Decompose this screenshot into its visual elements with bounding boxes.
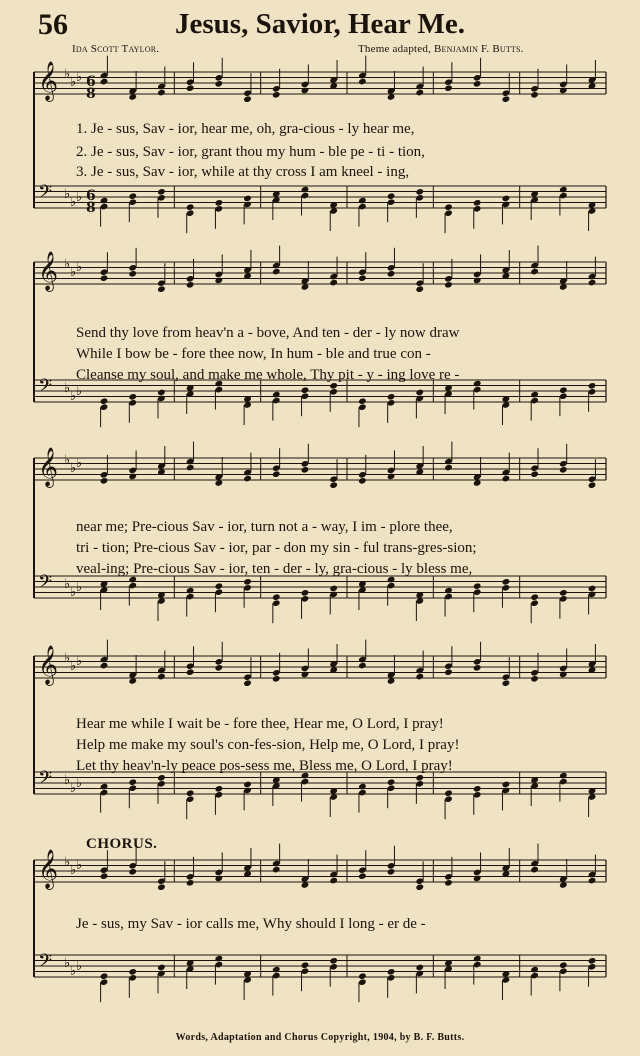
- time-signature: 6: [86, 188, 96, 204]
- flat-icon: ♭: [70, 659, 77, 674]
- flat-icon: ♭: [76, 959, 83, 974]
- bass-clef-icon: 𝄢: [38, 951, 53, 976]
- lyric-line: 2. Je - sus, Sav - ior, grant thou my hum - ble pe - ti - tion,: [76, 144, 425, 160]
- note-head: [243, 781, 252, 789]
- note-head: [588, 877, 597, 885]
- note-head: [128, 270, 137, 278]
- note-head: [559, 961, 568, 969]
- note-head: [473, 955, 482, 963]
- flat-icon: ♭: [64, 257, 71, 272]
- note-head: [272, 391, 281, 399]
- lyric-line: Cleanse my soul, and make me whole, Thy pit - y - ing love re -: [76, 367, 460, 383]
- note-head: [215, 875, 224, 883]
- note-head: [157, 389, 166, 397]
- lyric-line: veal-ing; Pre-cious Sav - ior, ten - der - ly, gra-cious - ly bless me,: [76, 561, 473, 577]
- note-head: [215, 785, 224, 793]
- note-head: [128, 393, 137, 401]
- note-head: [301, 386, 310, 394]
- flat-icon: ♭: [76, 858, 83, 873]
- flat-icon: ♭: [70, 265, 77, 280]
- lyric-line: Je - sus, my Sav - ior calls me, Why should I long - er de -: [76, 916, 426, 932]
- flat-icon: ♭: [70, 863, 77, 878]
- note-head: [358, 972, 367, 980]
- note-head: [358, 783, 367, 791]
- note-head: [588, 279, 597, 287]
- note-head: [473, 199, 482, 207]
- bass-clef-icon: 𝄢: [38, 376, 53, 401]
- note-head: [415, 673, 424, 681]
- note-head: [186, 84, 195, 92]
- flat-icon: ♭: [64, 187, 71, 202]
- note-head: [186, 203, 195, 211]
- note-head: [272, 593, 281, 601]
- note-head: [559, 386, 568, 394]
- note-head: [559, 186, 568, 194]
- note-head: [473, 582, 482, 590]
- note-head: [128, 968, 137, 976]
- note-head: [301, 961, 310, 969]
- flat-icon: ♭: [70, 389, 77, 404]
- note-head: [444, 587, 453, 595]
- note-head: [559, 589, 568, 597]
- treble-clef-icon: 𝄞: [38, 645, 59, 685]
- note-head: [473, 875, 482, 883]
- note-head: [530, 966, 539, 974]
- note-head: [100, 783, 109, 791]
- note-head: [215, 277, 224, 285]
- note-head: [186, 668, 195, 676]
- note-head: [301, 589, 310, 597]
- note-head: [415, 883, 424, 891]
- lyric-line: Help me make my soul's con-fes-sion, Help me, O Lord, I pray!: [76, 737, 460, 753]
- lyric-line: 3. Je - sus, Sav - ior, while at thy cross I am kneel - ing,: [76, 164, 410, 180]
- note-head: [100, 477, 109, 485]
- note-head: [243, 578, 252, 586]
- note-head: [502, 195, 511, 203]
- note-head: [358, 197, 367, 205]
- flat-icon: ♭: [76, 654, 83, 669]
- note-head: [100, 662, 109, 670]
- lyric-line: 1. Je - sus, Sav - ior, hear me, oh, gra-cious - ly hear me,: [76, 121, 415, 137]
- note-head: [530, 675, 539, 683]
- note-head: [530, 91, 539, 99]
- note-head: [415, 774, 424, 782]
- note-head: [272, 675, 281, 683]
- note-head: [588, 481, 597, 489]
- note-head: [473, 277, 482, 285]
- flat-icon: ♭: [64, 773, 71, 788]
- note-head: [157, 673, 166, 681]
- note-head: [588, 957, 597, 965]
- time-signature: 8: [86, 200, 96, 216]
- note-head: [157, 285, 166, 293]
- flat-icon: ♭: [70, 781, 77, 796]
- chorus-label: CHORUS.: [86, 836, 158, 852]
- note-head: [559, 671, 568, 679]
- note-head: [530, 268, 539, 276]
- note-head: [272, 866, 281, 874]
- flat-icon: ♭: [70, 585, 77, 600]
- note-head: [358, 274, 367, 282]
- note-head: [243, 475, 252, 483]
- copyright-footer: Words, Adaptation and Chorus Copyright, 1904, by B. F. Butts.: [175, 1032, 465, 1043]
- lyric-line: While I bow be - fore thee now, In hum - ble and true con -: [76, 346, 431, 362]
- note-head: [444, 464, 453, 472]
- flat-icon: ♭: [76, 580, 83, 595]
- flat-icon: ♭: [64, 577, 71, 592]
- treble-clef-icon: 𝄞: [38, 849, 59, 889]
- note-head: [415, 89, 424, 97]
- note-head: [358, 662, 367, 670]
- treble-clef-icon: 𝄞: [38, 251, 59, 291]
- composer-name: Benjamin F. Butts.: [434, 43, 524, 55]
- note-head: [100, 872, 109, 880]
- note-head: [473, 785, 482, 793]
- bass-clef-icon: 𝄢: [38, 768, 53, 793]
- note-head: [301, 87, 310, 95]
- note-head: [559, 87, 568, 95]
- note-head: [444, 789, 453, 797]
- note-head: [387, 473, 396, 481]
- note-head: [128, 868, 137, 876]
- flat-icon: ♭: [64, 855, 71, 870]
- note-head: [387, 192, 396, 200]
- time-signature: 8: [86, 86, 96, 102]
- author-credit: Ida Scott Taylor.: [72, 43, 160, 55]
- flat-icon: ♭: [70, 964, 77, 979]
- flat-icon: ♭: [70, 461, 77, 476]
- note-head: [100, 197, 109, 205]
- note-head: [502, 578, 511, 586]
- treble-clef-icon: 𝄞: [38, 447, 59, 487]
- flat-icon: ♭: [76, 70, 83, 85]
- note-head: [415, 188, 424, 196]
- flat-icon: ♭: [64, 381, 71, 396]
- note-head: [415, 285, 424, 293]
- note-head: [186, 789, 195, 797]
- note-head: [530, 470, 539, 478]
- note-head: [329, 585, 338, 593]
- treble-clef-icon: 𝄞: [38, 61, 59, 101]
- time-signature: 6: [86, 74, 96, 90]
- note-head: [157, 188, 166, 196]
- note-head: [502, 781, 511, 789]
- note-head: [272, 91, 281, 99]
- note-head: [502, 95, 511, 103]
- note-head: [530, 593, 539, 601]
- note-head: [387, 393, 396, 401]
- note-head: [186, 879, 195, 887]
- flat-icon: ♭: [64, 453, 71, 468]
- note-head: [473, 664, 482, 672]
- note-head: [473, 80, 482, 88]
- flat-icon: ♭: [76, 776, 83, 791]
- note-head: [128, 473, 137, 481]
- flat-icon: ♭: [70, 195, 77, 210]
- composer-prefix: Theme adapted,: [358, 43, 432, 55]
- note-head: [559, 466, 568, 474]
- note-head: [272, 966, 281, 974]
- note-head: [444, 668, 453, 676]
- flat-icon: ♭: [64, 651, 71, 666]
- note-head: [186, 281, 195, 289]
- note-head: [358, 397, 367, 405]
- flat-icon: ♭: [70, 75, 77, 90]
- note-head: [444, 281, 453, 289]
- note-head: [387, 270, 396, 278]
- note-head: [100, 397, 109, 405]
- note-head: [387, 868, 396, 876]
- note-head: [215, 199, 224, 207]
- note-head: [444, 203, 453, 211]
- note-head: [329, 957, 338, 965]
- flat-icon: ♭: [76, 260, 83, 275]
- flat-icon: ♭: [76, 456, 83, 471]
- note-head: [243, 679, 252, 687]
- note-head: [157, 883, 166, 891]
- note-head: [358, 477, 367, 485]
- note-head: [128, 778, 137, 786]
- note-head: [100, 972, 109, 980]
- note-head: [215, 664, 224, 672]
- lyric-line: Let thy heav'n-ly peace pos-sess me, Bless me, O Lord, I pray!: [76, 758, 453, 774]
- note-head: [301, 671, 310, 679]
- note-head: [157, 774, 166, 782]
- note-head: [215, 955, 224, 963]
- note-head: [100, 274, 109, 282]
- note-head: [128, 192, 137, 200]
- lyric-line: near me; Pre-cious Sav - ior, turn not a - way, I im - plore thee,: [76, 519, 453, 535]
- note-head: [387, 968, 396, 976]
- note-head: [186, 587, 195, 595]
- flat-icon: ♭: [64, 67, 71, 82]
- note-head: [329, 481, 338, 489]
- note-head: [215, 80, 224, 88]
- bass-clef-icon: 𝄢: [38, 572, 53, 597]
- note-head: [243, 195, 252, 203]
- note-head: [444, 84, 453, 92]
- lyric-line: Send thy love from heav'n a - bove, And ten - der - ly now draw: [76, 325, 460, 341]
- note-head: [243, 95, 252, 103]
- note-head: [530, 866, 539, 874]
- note-head: [186, 464, 195, 472]
- note-head: [301, 186, 310, 194]
- note-head: [502, 679, 511, 687]
- page-number: 56: [38, 8, 68, 41]
- hymn-title: Jesus, Savior, Hear Me.: [175, 8, 465, 40]
- note-head: [272, 268, 281, 276]
- note-head: [358, 872, 367, 880]
- note-head: [157, 964, 166, 972]
- flat-icon: ♭: [76, 384, 83, 399]
- note-head: [301, 466, 310, 474]
- note-head: [502, 475, 511, 483]
- note-head: [329, 279, 338, 287]
- note-head: [329, 877, 338, 885]
- note-head: [157, 89, 166, 97]
- note-head: [444, 879, 453, 887]
- lyric-line: tri - tion; Pre-cious Sav - ior, par - don my sin - ful trans-gres-sion;: [76, 540, 477, 556]
- lyric-line: Hear me while I wait be - fore thee, Hear me, O Lord, I pray!: [76, 716, 444, 732]
- note-head: [100, 78, 109, 86]
- note-head: [358, 78, 367, 86]
- note-head: [415, 389, 424, 397]
- flat-icon: ♭: [64, 956, 71, 971]
- bass-clef-icon: 𝄢: [38, 182, 53, 207]
- note-head: [588, 585, 597, 593]
- flat-icon: ♭: [76, 190, 83, 205]
- note-head: [415, 964, 424, 972]
- note-head: [215, 582, 224, 590]
- note-head: [387, 778, 396, 786]
- note-head: [272, 470, 281, 478]
- note-head: [530, 391, 539, 399]
